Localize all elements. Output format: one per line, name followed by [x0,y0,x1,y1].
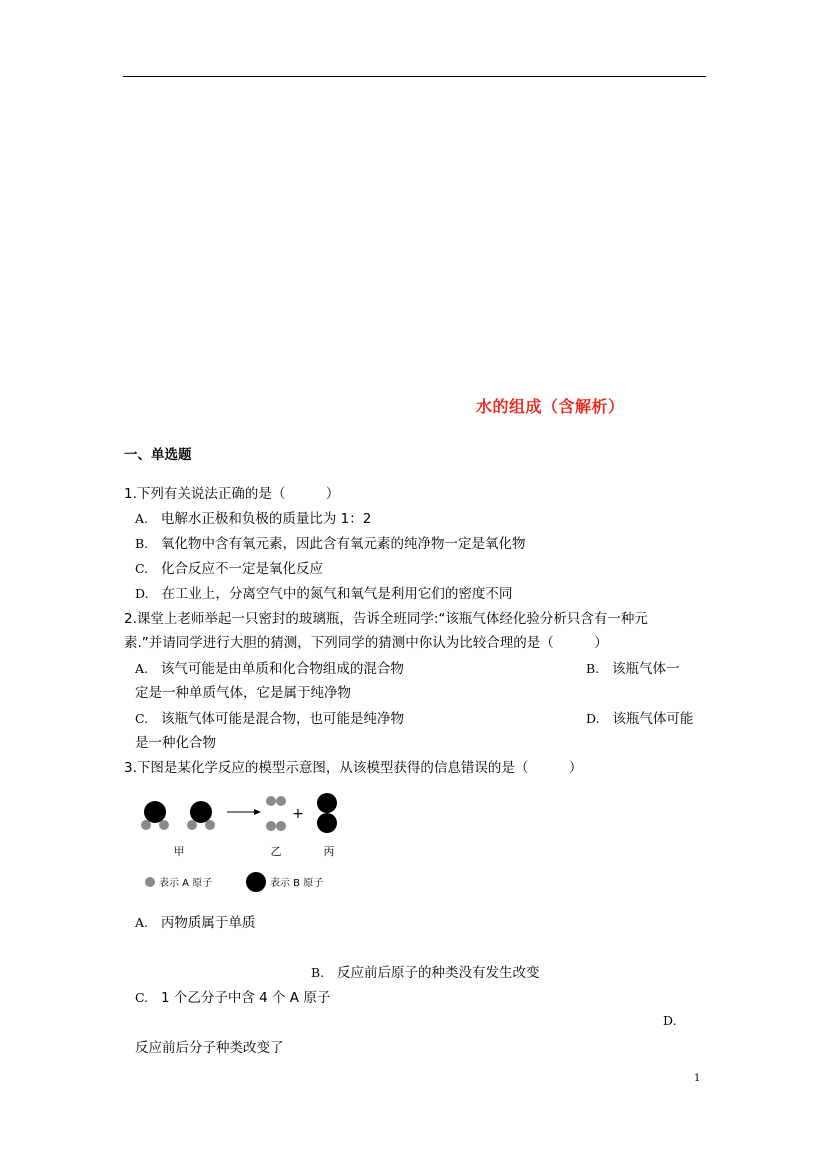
question-3-option-d-text: 反应前后分子种类改变了 [135,1040,284,1056]
question-2-stem-line2: 素.”并请同学进行大胆的猜测，下列同学的猜测中你认为比较合理的是（ ） [124,635,608,651]
yi-molecule-2-atom-right [276,821,286,831]
yi-molecule-1-atom-right [276,796,286,806]
label-bing: 丙 [323,845,335,858]
question-1-option-a: A. 电解水正极和负极的质量比为 1：2 [135,511,372,527]
document-title: 水的组成（含解析） [476,397,625,416]
bing-molecule-b-atom-top [317,793,337,813]
page-number: 1 [694,1073,701,1084]
jia-molecule-1-a-atom-right [159,820,169,830]
label-jia: 甲 [173,845,185,858]
reaction-arrow-head [254,809,261,815]
header-rule [123,76,706,77]
question-3-option-a: A. 丙物质属于单质 [135,915,256,931]
question-3-stem: 3.下图是某化学反应的模型示意图，从该模型获得的信息错误的是（ ） [124,760,583,776]
yi-molecule-2-atom-left [266,821,276,831]
section-heading: 一、单选题 [124,447,192,463]
jia-molecule-2-b-atom [190,801,212,823]
plus-sign: + [292,806,304,822]
legend-b-label: 表示 B 原子 [270,878,324,889]
question-2-option-b-continued: 定是一种单质气体，它是属于纯净物 [135,685,351,701]
reaction-model-diagram [130,788,370,896]
jia-molecule-1-b-atom [144,801,166,823]
question-1-option-d: D. 在工业上，分离空气中的氮气和氧气是利用它们的密度不同 [135,586,513,602]
yi-molecule-1-atom-left [266,796,276,806]
question-1-option-b: B. 氧化物中含有氧元素，因此含有氧元素的纯净物一定是氧化物 [135,536,526,552]
question-2-option-d-continued: 是一种化合物 [135,735,216,751]
question-1-stem: 1.下列有关说法正确的是（ ） [124,486,340,502]
question-1-option-c: C. 化合反应不一定是氧化反应 [135,561,323,577]
jia-molecule-2-a-atom-right [205,820,215,830]
label-yi: 乙 [270,845,282,858]
question-3-option-c: C. 1 个乙分子中含 4 个 A 原子 [135,990,331,1006]
legend-a-atom-icon [145,877,155,887]
question-3-option-d-letter: D. [663,1013,677,1028]
jia-molecule-2-a-atom-left [187,820,197,830]
legend-b-atom-icon [246,872,266,892]
jia-molecule-1-a-atom-left [141,820,151,830]
legend-a-label: 表示 A 原子 [159,878,213,889]
question-2-option-c: C. 该瓶气体可能是混合物，也可能是纯净物 [135,711,404,727]
question-2-option-b: B. 该瓶气体一 [586,661,680,677]
question-2-option-d: D. 该瓶气体可能 [586,711,694,727]
question-2-option-a: A. 该气可能是由单质和化合物组成的混合物 [135,661,404,677]
question-3-option-b: B. 反应前后原子的种类没有发生改变 [311,965,540,981]
question-2-stem-line1: 2.课堂上老师举起一只密封的玻璃瓶，告诉全班同学:“该瓶气体经化验分析只含有一种元 [124,611,648,627]
bing-molecule-b-atom-bottom [317,813,337,833]
